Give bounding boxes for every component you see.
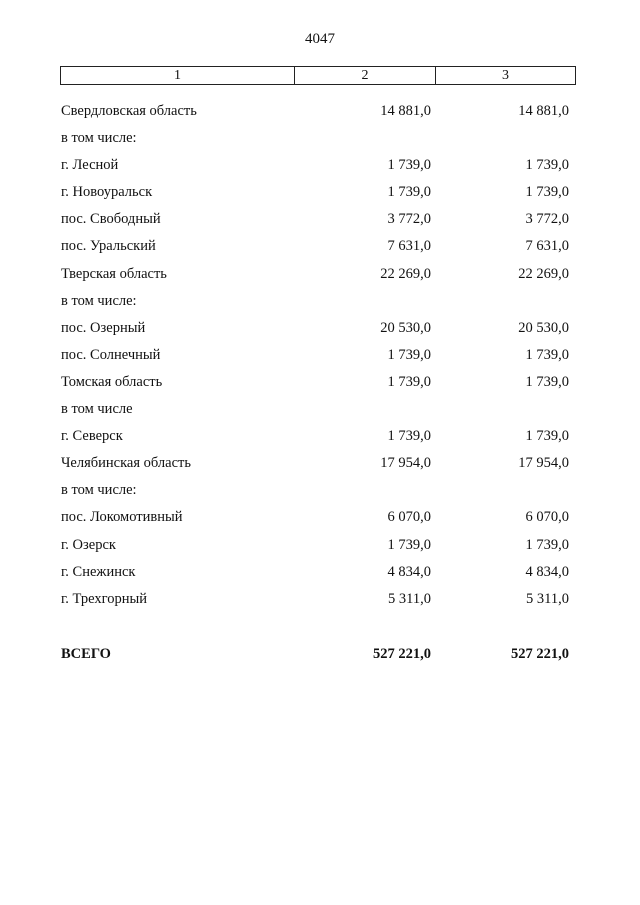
table-row: [0, 591, 640, 618]
row-label: пос. Локомотивный: [61, 509, 183, 526]
table-row: [0, 428, 640, 455]
column-header-3: 3: [502, 67, 509, 83]
page-number: 4047: [305, 31, 335, 47]
table-body: [0, 103, 640, 618]
table-row: [0, 266, 640, 293]
table-row: [0, 184, 640, 211]
row-label: г. Северск: [61, 428, 123, 445]
table-row: [0, 509, 640, 536]
row-label: Тверская область: [61, 265, 167, 282]
table-row: [0, 130, 640, 157]
row-label: Челябинская область: [61, 455, 191, 472]
table-row: [0, 455, 640, 482]
row-value-col3: 14 881,0: [518, 103, 569, 119]
table-row: [0, 482, 640, 509]
row-value-col3: 1 739,0: [525, 428, 569, 445]
column-header-row: [60, 66, 576, 85]
row-value-col2: 6 070,0: [387, 509, 431, 526]
row-value-col3: 1 739,0: [525, 373, 569, 390]
row-label: в том числе: [61, 401, 133, 418]
column-header-1: 1: [61, 67, 295, 84]
row-label: пос. Озерный: [61, 319, 146, 336]
row-value-col2: 17 954,0: [380, 455, 431, 472]
table-row: [0, 293, 640, 320]
row-label: г. Новоуральск: [61, 184, 153, 201]
row-value-col2: 1 739,0: [387, 346, 431, 363]
row-value-col3: 1 739,0: [525, 536, 569, 553]
total-value-col3: 527 221,0: [511, 646, 569, 662]
row-value-col3: 5 311,0: [526, 590, 569, 607]
row-value-col2: 1 739,0: [387, 373, 431, 390]
row-value-col3: 7 631,0: [525, 238, 569, 255]
row-value-col2: 22 269,0: [380, 265, 431, 282]
row-value-col2: 4 834,0: [387, 563, 431, 580]
row-value-col2: 14 881,0: [380, 103, 431, 119]
row-label: г. Трехгорный: [61, 590, 147, 607]
row-label: в том числе:: [61, 130, 137, 147]
row-value-col2: 20 530,0: [380, 319, 431, 336]
row-value-col2: 5 311,0: [388, 590, 431, 607]
row-value-col2: 1 739,0: [387, 428, 431, 445]
table-row: [0, 374, 640, 401]
table-row: [0, 211, 640, 238]
total-row: [0, 646, 640, 670]
table-row: [0, 320, 640, 347]
table-row: [0, 347, 640, 374]
row-value-col2: 7 631,0: [387, 238, 431, 255]
row-label: г. Лесной: [61, 157, 119, 174]
row-value-col2: 1 739,0: [387, 157, 431, 174]
row-label: г. Озерск: [61, 536, 116, 553]
row-value-col3: 1 739,0: [525, 157, 569, 174]
row-label: пос. Солнечный: [61, 346, 161, 363]
table-row: [0, 238, 640, 265]
row-value-col3: 20 530,0: [518, 319, 569, 336]
row-value-col3: 1 739,0: [525, 346, 569, 363]
table-row: [0, 537, 640, 564]
total-value-col2: 527 221,0: [373, 646, 431, 662]
row-value-col3: 17 954,0: [518, 455, 569, 472]
row-value-col3: 3 772,0: [525, 211, 569, 228]
row-value-col2: 1 739,0: [387, 536, 431, 553]
row-value-col3: 1 739,0: [525, 184, 569, 201]
table-row: [0, 564, 640, 591]
row-value-col3: 6 070,0: [525, 509, 569, 526]
table-row: [0, 401, 640, 428]
row-label: в том числе:: [61, 292, 137, 309]
total-label: ВСЕГО: [61, 646, 111, 662]
row-value-col2: 1 739,0: [387, 184, 431, 201]
row-label: пос. Свободный: [61, 211, 161, 228]
table-row: [0, 103, 640, 130]
row-label: Свердловская область: [61, 103, 197, 119]
column-header-2: 2: [295, 67, 436, 84]
row-value-col2: 3 772,0: [387, 211, 431, 228]
row-label: г. Снежинск: [61, 563, 136, 580]
row-label: Томская область: [61, 373, 163, 390]
row-value-col3: 4 834,0: [525, 563, 569, 580]
row-value-col3: 22 269,0: [518, 265, 569, 282]
table-row: [0, 157, 640, 184]
row-label: пос. Уральский: [61, 238, 156, 255]
row-label: в том числе:: [61, 482, 137, 499]
